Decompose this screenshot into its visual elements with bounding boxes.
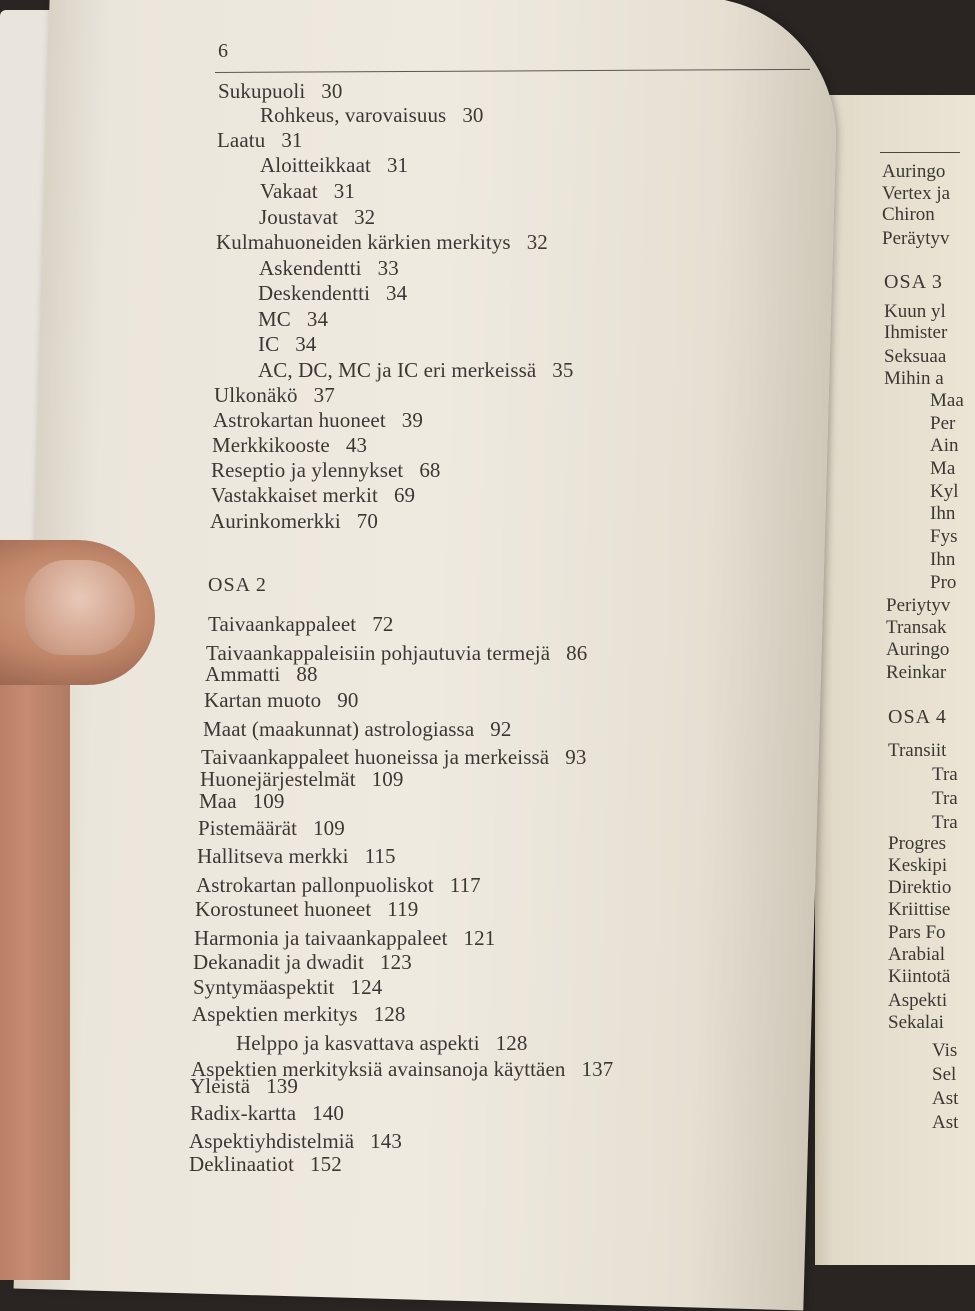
right-toc-entry: Sekalai: [888, 1012, 944, 1033]
right-toc-entry: Transiit: [888, 740, 947, 761]
toc-entry-page: 70: [356, 509, 378, 533]
toc-entry-title: Taivaankappaleisiin pohjautuvia termejä: [206, 641, 551, 665]
toc-entry: [236, 1031, 527, 1056]
toc-entry: [211, 458, 441, 483]
section-heading-osa-2: OSA 2: [208, 574, 267, 596]
page-number: 6: [218, 40, 228, 62]
toc-entry: [258, 281, 407, 306]
right-toc-entry: Ihn: [930, 503, 956, 524]
toc-entry: [195, 897, 418, 922]
toc-entry: [260, 153, 408, 178]
toc-entry-page: 32: [354, 205, 376, 229]
toc-entry: [199, 789, 284, 814]
toc-entry: [190, 1101, 344, 1126]
toc-entry-title: Syntymäaspektit: [193, 975, 335, 999]
toc-entry: [259, 205, 375, 230]
toc-entry-page: 124: [350, 975, 383, 999]
toc-entry-page: 139: [266, 1074, 298, 1098]
toc-entry-page: 34: [295, 332, 317, 356]
section-heading-osa-3: OSA 3: [884, 271, 943, 293]
toc-entry-page: 31: [386, 153, 409, 177]
toc-entry-title: Aspektien merkityksiä avainsanoja käyttäen: [191, 1057, 566, 1081]
toc-entry-page: 32: [526, 230, 548, 254]
toc-entry-title: IC: [258, 332, 280, 356]
toc-entry-page: 31: [281, 128, 303, 152]
right-toc-entry: Reinkar: [886, 662, 947, 683]
toc-entry-page: 37: [313, 383, 335, 407]
toc-entry: [213, 408, 423, 433]
toc-entry: [189, 1152, 342, 1177]
right-toc-entry: Kyl: [930, 481, 959, 502]
toc-entry-page: 68: [419, 458, 441, 482]
right-toc-entry: Seksuaa: [884, 346, 947, 367]
toc-entry-title: Sukupuoli: [218, 79, 306, 103]
right-toc-entry: Chiron: [882, 204, 935, 225]
right-toc-entry: Tra: [932, 812, 958, 833]
toc-entry: [198, 816, 345, 841]
right-toc-entry: Direktio: [888, 877, 952, 898]
toc-entry-page: 88: [296, 662, 318, 686]
right-toc-entry: Sel: [932, 1064, 957, 1085]
toc-entry-title: Vakaat: [260, 179, 318, 203]
toc-entry-title: AC, DC, MC ja IC eri merkeissä: [258, 358, 537, 382]
toc-entry: [211, 483, 415, 508]
toc-entry-title: Maa: [199, 789, 237, 813]
toc-entry-title: Reseptio ja ylennykset: [211, 458, 404, 482]
right-toc-entry: Per: [930, 413, 956, 434]
toc-entry-page: 39: [401, 408, 423, 432]
right-toc-entry: Fys: [930, 526, 958, 547]
hand: [0, 640, 70, 1280]
toc-entry-page: 33: [377, 256, 399, 280]
toc-entry-title: Taivaankappaleet huoneissa ja merkeissä: [201, 745, 550, 769]
right-toc-entry: Arabial: [888, 944, 945, 965]
toc-entry-title: Hallitseva merkki: [197, 844, 349, 868]
toc-entry-page: 121: [463, 926, 496, 950]
toc-entry-title: Yleistä: [190, 1074, 251, 1098]
right-toc-entry: Ast: [932, 1088, 959, 1109]
toc-entry-page: 69: [393, 483, 416, 507]
toc-entry-page: 140: [312, 1101, 344, 1125]
toc-entry-title: Dekanadit ja dwadit: [193, 950, 365, 974]
toc-entry-page: 92: [490, 717, 512, 741]
toc-entry-title: Deskendentti: [258, 281, 371, 305]
toc-entry-title: Radix-kartta: [190, 1101, 297, 1125]
toc-entry: [189, 1129, 402, 1154]
toc-entry: [196, 873, 481, 898]
toc-entry: [212, 433, 367, 458]
toc-entry-title: Kartan muoto: [204, 688, 322, 712]
right-toc-entry: Tra: [932, 788, 958, 809]
toc-entry-page: 123: [380, 950, 412, 974]
toc-entry: [260, 179, 355, 204]
toc-entry-page: 115: [364, 844, 396, 868]
toc-entry: [203, 717, 511, 742]
right-toc-entry: Tra: [932, 764, 958, 785]
right-toc-entry: Pars Fo: [888, 922, 946, 943]
right-toc-entry: Progres: [888, 833, 947, 854]
toc-entry-title: Ulkonäkö: [214, 383, 298, 407]
toc-entry: [208, 612, 393, 637]
toc-entry: [204, 688, 358, 713]
toc-entry-title: Vastakkaiset merkit: [211, 483, 378, 507]
right-toc-entry: Peräytyv: [882, 228, 950, 249]
toc-entry-title: Rohkeus, varovaisuus: [260, 103, 447, 127]
toc-entry: [193, 975, 382, 1000]
toc-entry-title: Huonejärjestelmät: [200, 767, 356, 791]
toc-entry-page: 109: [371, 767, 404, 791]
right-toc-entry: Pro: [930, 572, 957, 593]
toc-entry-page: 152: [310, 1152, 342, 1176]
toc-entry-page: 93: [565, 745, 587, 769]
toc-entry: [194, 926, 495, 951]
section-heading-osa-4: OSA 4: [888, 706, 947, 728]
right-toc-entry: Ast: [932, 1112, 959, 1133]
toc-entry-title: Kulmahuoneiden kärkien merkitys: [216, 230, 511, 254]
toc-entry-page: 109: [252, 789, 285, 813]
right-toc-entry: Maa: [930, 390, 964, 411]
toc-entry-page: 90: [337, 688, 359, 712]
toc-entry: [259, 256, 399, 281]
toc-entry-page: 34: [386, 281, 408, 305]
toc-entry: [214, 383, 335, 408]
toc-entry-title: Joustavat: [259, 205, 339, 229]
toc-entry-page: 86: [566, 641, 588, 665]
toc-entry-title: Aurinkomerkki: [210, 509, 341, 533]
toc-entry-title: Harmonia ja taivaankappaleet: [194, 926, 448, 950]
right-toc-entry: Kiintotä: [888, 966, 951, 987]
toc-entry-title: Helppo ja kasvattava aspekti: [236, 1031, 480, 1055]
right-toc-entry: Transak: [886, 617, 947, 638]
toc-entry: [192, 1002, 406, 1027]
toc-entry-title: Ammatti: [205, 662, 281, 686]
toc-entry: [218, 79, 342, 104]
toc-entry-page: 119: [387, 897, 419, 921]
toc-entry-title: Merkkikooste: [212, 433, 330, 457]
toc-entry-title: Laatu: [217, 128, 266, 152]
toc-entry: [260, 103, 484, 128]
toc-entry-title: Askendentti: [259, 256, 362, 280]
toc-entry-page: 109: [313, 816, 345, 840]
toc-entry-title: Pistemäärät: [198, 816, 298, 840]
right-toc-entry: Vertex ja: [882, 183, 951, 204]
thumbnail: [25, 560, 135, 655]
right-toc-entry: Auringo: [882, 161, 946, 182]
toc-entry-title: Astrokartan pallonpuoliskot: [196, 873, 434, 897]
toc-entry-page: 43: [345, 433, 368, 457]
toc-entry-page: 117: [449, 873, 481, 897]
toc-entry: [205, 662, 318, 687]
toc-entry: [197, 844, 396, 869]
toc-entry-page: 35: [552, 358, 574, 382]
toc-entry-title: Aspektien merkitys: [192, 1002, 358, 1026]
toc-entry-page: 137: [581, 1057, 614, 1081]
toc-entry-title: Astrokartan huoneet: [213, 408, 386, 432]
toc-entry-title: Aloitteikkaat: [260, 153, 371, 177]
toc-entry-page: 128: [373, 1002, 406, 1026]
right-toc-entry: Vis: [932, 1040, 958, 1061]
right-toc-entry: Periytyv: [886, 595, 951, 616]
toc-entry-title: Aspektiyhdistelmiä: [189, 1129, 355, 1153]
right-toc-entry: Ihn: [930, 549, 956, 570]
toc-entry-page: 128: [495, 1031, 528, 1055]
toc-entry: [258, 358, 574, 383]
toc-entry-title: Deklinaatiot: [189, 1152, 295, 1176]
toc-entry: [258, 307, 328, 332]
toc-entry-page: 30: [321, 79, 343, 103]
right-toc-entry: Ma: [930, 458, 956, 479]
toc-entry-title: Korostuneet huoneet: [195, 897, 372, 921]
toc-entry-title: MC: [258, 307, 291, 331]
toc-entry-page: 30: [462, 103, 484, 127]
toc-entry-page: 34: [306, 307, 329, 331]
right-toc-entry: Kriittise: [888, 899, 951, 920]
toc-entry: [258, 332, 316, 357]
toc-entry-page: 143: [370, 1129, 402, 1153]
toc-entry-page: 31: [333, 179, 355, 203]
toc-entry-title: Maat (maakunnat) astrologiassa: [203, 717, 475, 741]
toc-entry: [217, 128, 303, 153]
toc-entry-title: Taivaankappaleet: [208, 612, 357, 636]
toc-entry: [193, 950, 412, 975]
right-toc-entry: Ain: [930, 435, 959, 456]
right-toc-entry: Mihin a: [884, 368, 944, 389]
toc-entry: [190, 1074, 298, 1099]
toc-entry: [210, 509, 378, 534]
right-toc-entry: Kuun yl: [884, 301, 946, 322]
right-toc-entry: Keskipi: [888, 855, 948, 876]
right-toc-entry: Ihmister: [884, 322, 948, 343]
right-toc-entry: Aspekti: [888, 990, 948, 1011]
toc-entry-page: 72: [372, 612, 394, 636]
right-toc-entry: Auringo: [886, 639, 950, 660]
toc-entry: [216, 230, 548, 255]
